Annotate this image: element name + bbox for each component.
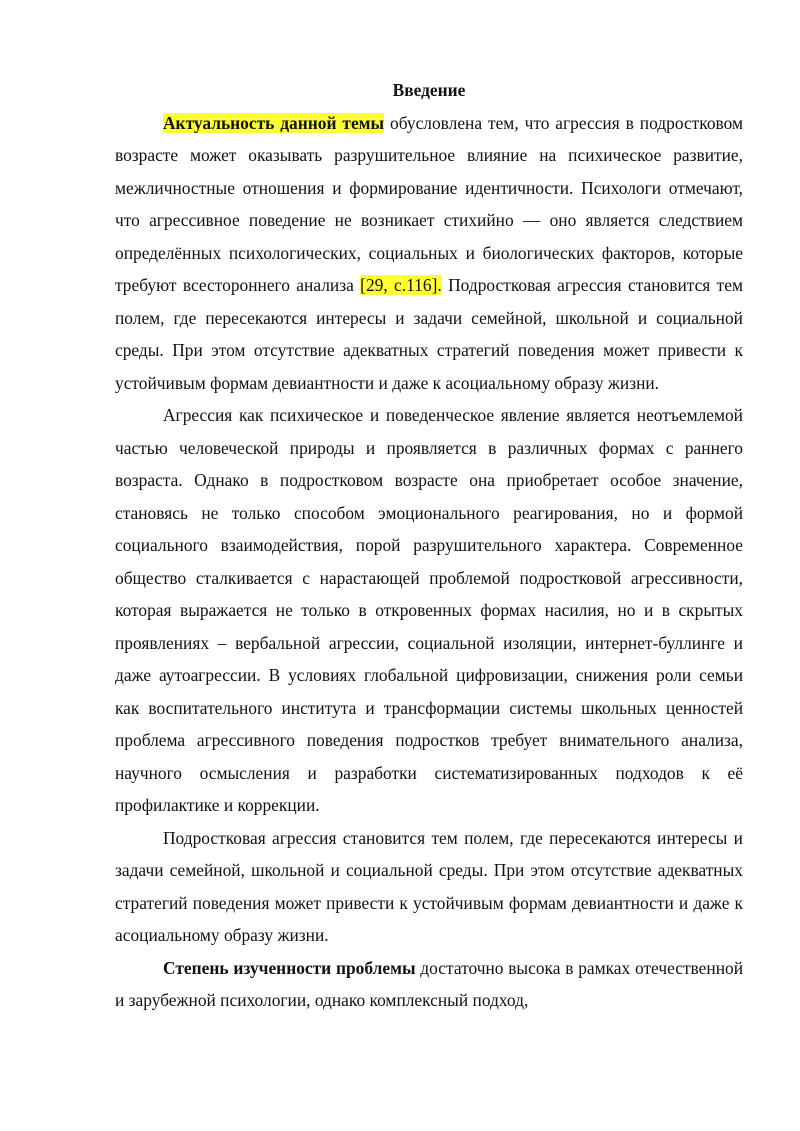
paragraph-degree-of-study xyxy=(115,952,743,1017)
paragraph-text: достаточно высока в рамках отечественной и зарубежной психологии, однако комплексный подход, xyxy=(115,957,743,1010)
citation-link[interactable]: [29, с.116]. xyxy=(360,275,442,295)
paragraph-aggression: Агрессия как психическое и поведенческое явление является неотъемлемой частью человеческой природы и проявляется в различных формах с раннего возраста. Однако в подростковом возрасте она приобретает особое значение, становясь не только способом эмоционального реагирования, но и формой социального взаимодействия, порой разрушительного характера. Современное общество сталкивается с нарастающей проблемой подростковой агрессивности, которая выражается не только в откровенных формах насилия, но и в скрытых проявлениях – вербальной агрессии, социальной изоляции, интернет-буллинге и даже аутоагрессии. В условиях глобальной цифровизации, снижения роли семьи как воспитательного института и трансформации системы школьных ценностей проблема агрессивного поведения подростков требует внимательного анализа, научного осмысления и разработки систематизированных подходов к её профилактике и коррекции. xyxy=(115,405,743,815)
paragraph-adolescent-aggression: Подростковая агрессия становится тем полем, где пересекаются интересы и задачи семейной, школьной и социальной среды. При этом отсутствие адекватных стратегий поведения может привести к устойчивым формам девиантности и даже к асоциальному образу жизни. xyxy=(115,827,743,945)
paragraph-text: Подростковая агрессия становится тем полем, где пересекаются интересы и задачи семейной, школьной и социальной среды. При этом отсутствие адекватных стратегий поведения может привести к устойчивым формам девиантности и даже к асоциальному образу жизни. xyxy=(115,275,743,393)
section-title: Введение xyxy=(392,80,466,100)
paragraph-text: обусловлена тем, что агрессия в подростковом возрасте может оказывать разрушительное влияние на психическое развитие, межличностные отношения и формирование идентичности. Психологи отмечают, что агрессивное поведение не возникает стихийно — оно является следствием определённых психологических, социальных и биологических факторов, которые требуют всестороннего анализа xyxy=(115,112,743,295)
paragraph-relevance xyxy=(115,107,743,400)
relevance-heading: Актуальность данной темы xyxy=(163,112,385,133)
document-body xyxy=(115,74,743,1017)
degree-of-study-heading: Степень изученности проблемы xyxy=(163,957,416,978)
